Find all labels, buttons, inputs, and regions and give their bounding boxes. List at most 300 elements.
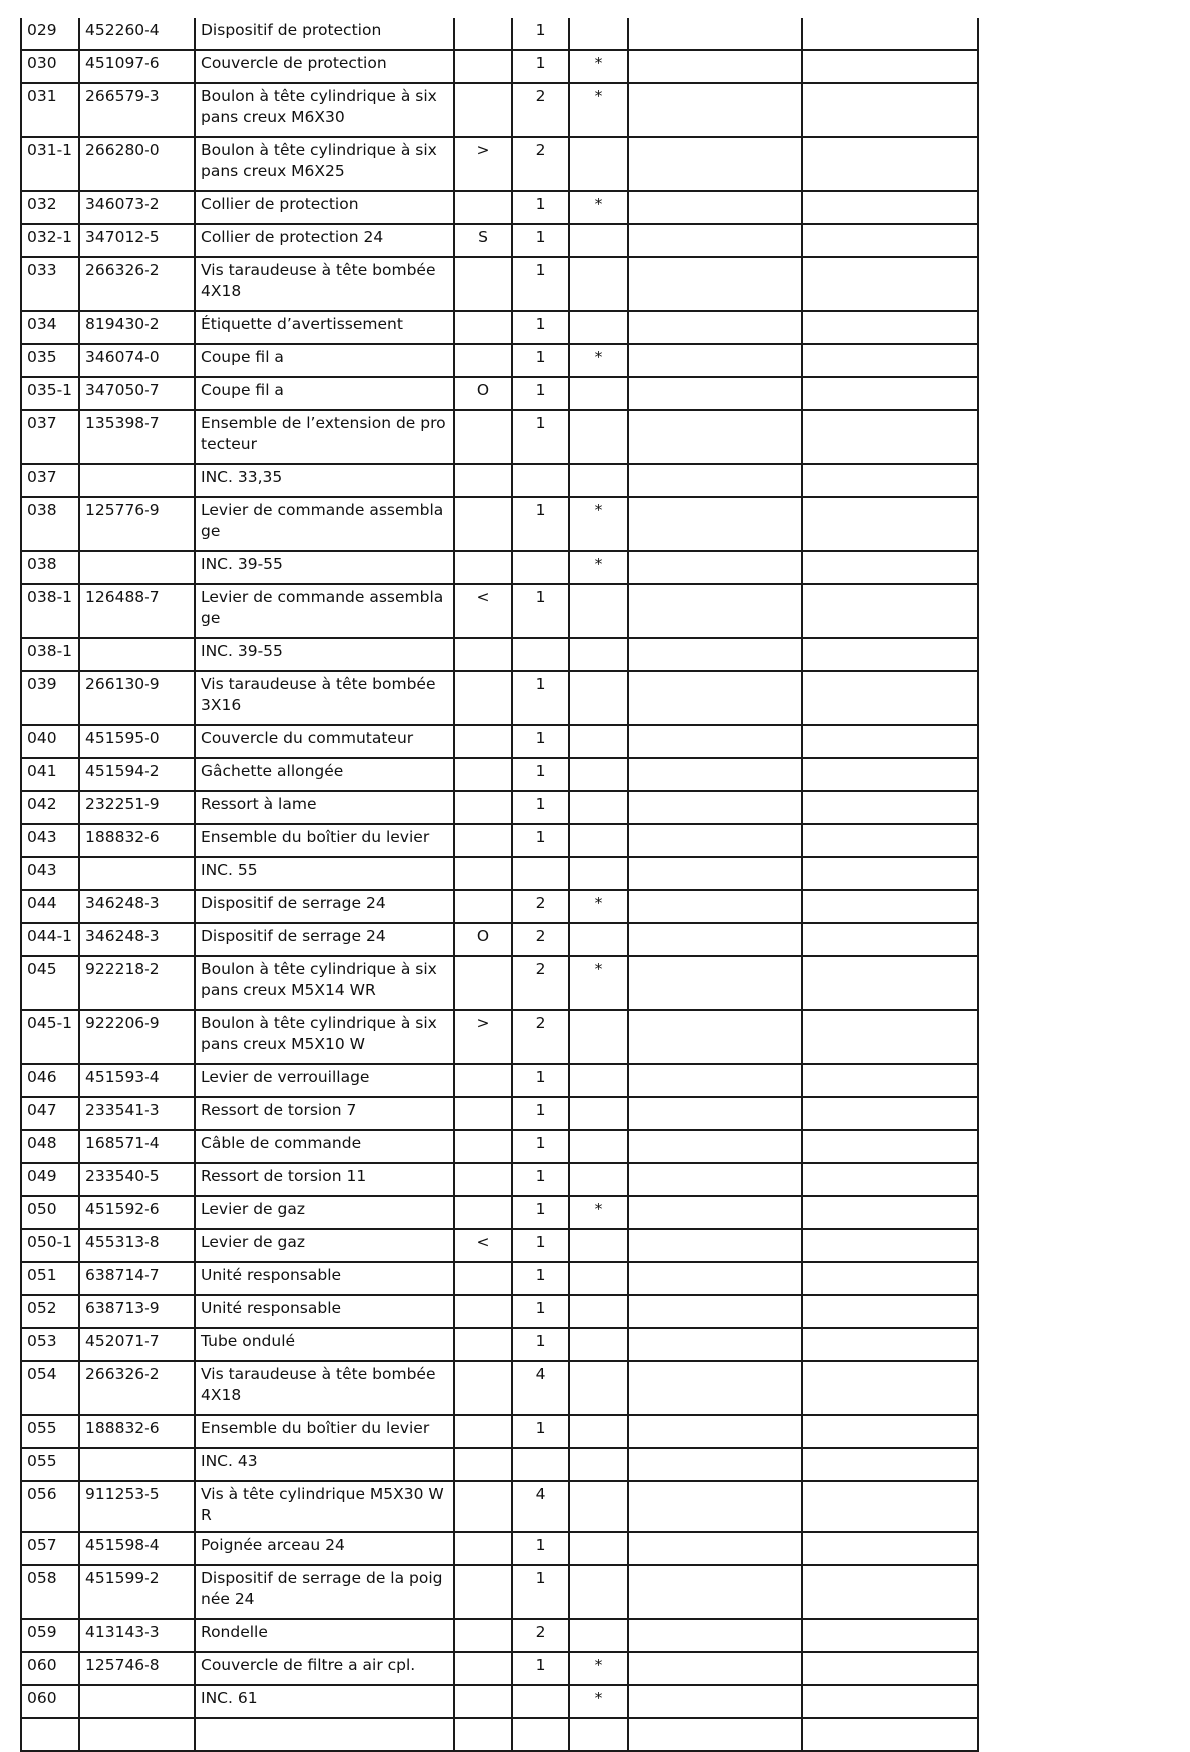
note-star-cell: [569, 1130, 628, 1163]
note-star-cell: [569, 1532, 628, 1565]
change-mark-cell: [454, 1448, 512, 1481]
item-number-cell: 032-1: [21, 224, 79, 257]
description-cell: Ressort de torsion 7: [195, 1097, 454, 1130]
quantity-cell: 1: [512, 1163, 569, 1196]
change-mark-cell: [454, 1619, 512, 1652]
change-mark-cell: [454, 824, 512, 857]
table-row: [21, 464, 978, 497]
part-number-cell: 266579-3: [79, 83, 195, 137]
quantity-cell: 1: [512, 497, 569, 551]
description-cell: Vis taraudeuse à tête bombée 4X18: [195, 257, 454, 311]
table-row: [21, 1097, 978, 1130]
note-star-cell: [569, 410, 628, 464]
change-mark-cell: [454, 257, 512, 311]
item-number-cell: 060: [21, 1652, 79, 1685]
description-cell: Ressort à lame: [195, 791, 454, 824]
table-row: [21, 497, 978, 551]
description-cell: Vis taraudeuse à tête bombée 4X18: [195, 1361, 454, 1415]
part-number-cell: 451599-2: [79, 1565, 195, 1619]
note-star-cell: [569, 464, 628, 497]
blank-cell-1: [628, 1481, 802, 1532]
blank-cell-2: [802, 923, 978, 956]
quantity-cell: 1: [512, 1262, 569, 1295]
blank-cell-1: [628, 1619, 802, 1652]
note-star-cell: [569, 584, 628, 638]
item-number-cell: 046: [21, 1064, 79, 1097]
item-number-cell: 029: [21, 18, 79, 50]
change-mark-cell: [454, 1685, 512, 1718]
quantity-cell: 1: [512, 584, 569, 638]
blank-cell-1: [628, 83, 802, 137]
table-row: [21, 410, 978, 464]
part-number-cell: 451594-2: [79, 758, 195, 791]
table-row: [21, 551, 978, 584]
change-mark-cell: >: [454, 137, 512, 191]
description-cell: Ensemble du boîtier du levier: [195, 824, 454, 857]
part-number-cell: 135398-7: [79, 410, 195, 464]
table-row: [21, 1685, 978, 1718]
blank-cell-1: [628, 1064, 802, 1097]
quantity-cell: 2: [512, 1010, 569, 1064]
blank-cell-2: [802, 551, 978, 584]
part-number-cell: 125776-9: [79, 497, 195, 551]
blank-cell-2: [802, 344, 978, 377]
table-row: [21, 191, 978, 224]
change-mark-cell: [454, 1130, 512, 1163]
change-mark-cell: [454, 791, 512, 824]
note-star-cell: [569, 725, 628, 758]
item-number-cell: 045-1: [21, 1010, 79, 1064]
change-mark-cell: [454, 18, 512, 50]
part-number-cell: 346248-3: [79, 923, 195, 956]
table-row: [21, 18, 978, 50]
note-star-cell: [569, 638, 628, 671]
description-cell: Levier de commande assemblage: [195, 497, 454, 551]
quantity-cell: 4: [512, 1361, 569, 1415]
description-cell: Unité responsable: [195, 1262, 454, 1295]
part-number-cell: 233540-5: [79, 1163, 195, 1196]
part-number-cell: 266280-0: [79, 137, 195, 191]
table-row: [21, 83, 978, 137]
table-row: [21, 1010, 978, 1064]
part-number-cell: 451592-6: [79, 1196, 195, 1229]
note-star-cell: [569, 671, 628, 725]
item-number-cell: 045: [21, 956, 79, 1010]
description-cell: [195, 1718, 454, 1751]
note-star-cell: *: [569, 1652, 628, 1685]
note-star-cell: [569, 1481, 628, 1532]
blank-cell-1: [628, 137, 802, 191]
quantity-cell: 1: [512, 50, 569, 83]
table-row: [21, 137, 978, 191]
quantity-cell: 1: [512, 224, 569, 257]
description-cell: Ressort de torsion 11: [195, 1163, 454, 1196]
change-mark-cell: S: [454, 224, 512, 257]
table-row: [21, 758, 978, 791]
parts-list-page: [20, 18, 979, 1752]
blank-cell-2: [802, 791, 978, 824]
item-number-cell: 035-1: [21, 377, 79, 410]
quantity-cell: [512, 464, 569, 497]
table-row: [21, 725, 978, 758]
blank-cell-2: [802, 497, 978, 551]
item-number-cell: 032: [21, 191, 79, 224]
note-star-cell: [569, 1163, 628, 1196]
blank-cell-1: [628, 377, 802, 410]
quantity-cell: 1: [512, 191, 569, 224]
description-cell: Levier de gaz: [195, 1196, 454, 1229]
quantity-cell: [512, 857, 569, 890]
note-star-cell: [569, 1619, 628, 1652]
parts-table: [20, 18, 979, 1752]
description-cell: INC. 61: [195, 1685, 454, 1718]
quantity-cell: 1: [512, 410, 569, 464]
table-row: [21, 1481, 978, 1532]
item-number-cell: 056: [21, 1481, 79, 1532]
item-number-cell: 031: [21, 83, 79, 137]
change-mark-cell: [454, 857, 512, 890]
part-number-cell: 451097-6: [79, 50, 195, 83]
description-cell: INC. 33,35: [195, 464, 454, 497]
change-mark-cell: [454, 464, 512, 497]
item-number-cell: [21, 1718, 79, 1751]
blank-cell-2: [802, 1229, 978, 1262]
item-number-cell: 052: [21, 1295, 79, 1328]
quantity-cell: 1: [512, 1328, 569, 1361]
item-number-cell: 049: [21, 1163, 79, 1196]
description-cell: Vis à tête cylindrique M5X30 WR: [195, 1481, 454, 1532]
table-row: [21, 671, 978, 725]
change-mark-cell: [454, 497, 512, 551]
quantity-cell: 2: [512, 923, 569, 956]
note-star-cell: [569, 824, 628, 857]
part-number-cell: [79, 464, 195, 497]
change-mark-cell: [454, 83, 512, 137]
table-row: [21, 1448, 978, 1481]
part-number-cell: 451595-0: [79, 725, 195, 758]
description-cell: Couvercle du commutateur: [195, 725, 454, 758]
table-row: [21, 857, 978, 890]
item-number-cell: 053: [21, 1328, 79, 1361]
blank-cell-1: [628, 1718, 802, 1751]
change-mark-cell: >: [454, 1010, 512, 1064]
item-number-cell: 034: [21, 311, 79, 344]
item-number-cell: 038: [21, 551, 79, 584]
change-mark-cell: [454, 1328, 512, 1361]
blank-cell-1: [628, 1565, 802, 1619]
item-number-cell: 038-1: [21, 638, 79, 671]
part-number-cell: [79, 857, 195, 890]
note-star-cell: *: [569, 497, 628, 551]
quantity-cell: 2: [512, 137, 569, 191]
part-number-cell: [79, 1685, 195, 1718]
item-number-cell: 033: [21, 257, 79, 311]
description-cell: Levier de commande assemblage: [195, 584, 454, 638]
blank-cell-1: [628, 344, 802, 377]
blank-cell-2: [802, 18, 978, 50]
quantity-cell: 1: [512, 1097, 569, 1130]
description-cell: Dispositif de protection: [195, 18, 454, 50]
part-number-cell: 346074-0: [79, 344, 195, 377]
note-star-cell: [569, 1361, 628, 1415]
table-row: [21, 1262, 978, 1295]
blank-cell-2: [802, 584, 978, 638]
change-mark-cell: [454, 1718, 512, 1751]
change-mark-cell: O: [454, 923, 512, 956]
description-cell: Étiquette d’avertissement: [195, 311, 454, 344]
blank-cell-1: [628, 1196, 802, 1229]
note-star-cell: [569, 1229, 628, 1262]
part-number-cell: 452260-4: [79, 18, 195, 50]
quantity-cell: [512, 638, 569, 671]
table-row: [21, 50, 978, 83]
blank-cell-1: [628, 857, 802, 890]
quantity-cell: [512, 1448, 569, 1481]
description-cell: Levier de gaz: [195, 1229, 454, 1262]
description-cell: Unité responsable: [195, 1295, 454, 1328]
change-mark-cell: [454, 725, 512, 758]
part-number-cell: 346248-3: [79, 890, 195, 923]
blank-cell-1: [628, 824, 802, 857]
blank-cell-1: [628, 311, 802, 344]
description-cell: Dispositif de serrage de la poignée 24: [195, 1565, 454, 1619]
description-cell: Tube ondulé: [195, 1328, 454, 1361]
blank-cell-2: [802, 1415, 978, 1448]
item-number-cell: 035: [21, 344, 79, 377]
quantity-cell: 1: [512, 1130, 569, 1163]
note-star-cell: *: [569, 50, 628, 83]
item-number-cell: 044-1: [21, 923, 79, 956]
change-mark-cell: [454, 671, 512, 725]
item-number-cell: 038-1: [21, 584, 79, 638]
change-mark-cell: [454, 1481, 512, 1532]
item-number-cell: 040: [21, 725, 79, 758]
quantity-cell: [512, 1718, 569, 1751]
part-number-cell: 819430-2: [79, 311, 195, 344]
blank-cell-2: [802, 1262, 978, 1295]
table-row: [21, 311, 978, 344]
change-mark-cell: [454, 50, 512, 83]
note-star-cell: *: [569, 1196, 628, 1229]
blank-cell-1: [628, 923, 802, 956]
item-number-cell: 059: [21, 1619, 79, 1652]
description-cell: Gâchette allongée: [195, 758, 454, 791]
change-mark-cell: <: [454, 1229, 512, 1262]
change-mark-cell: [454, 1652, 512, 1685]
change-mark-cell: [454, 1565, 512, 1619]
part-number-cell: 266130-9: [79, 671, 195, 725]
change-mark-cell: [454, 191, 512, 224]
change-mark-cell: [454, 638, 512, 671]
note-star-cell: *: [569, 344, 628, 377]
blank-cell-1: [628, 584, 802, 638]
part-number-cell: 452071-7: [79, 1328, 195, 1361]
blank-cell-2: [802, 671, 978, 725]
item-number-cell: 050-1: [21, 1229, 79, 1262]
blank-cell-2: [802, 1163, 978, 1196]
change-mark-cell: [454, 956, 512, 1010]
blank-cell-1: [628, 956, 802, 1010]
part-number-cell: 266326-2: [79, 257, 195, 311]
blank-cell-1: [628, 1295, 802, 1328]
quantity-cell: 4: [512, 1481, 569, 1532]
item-number-cell: 038: [21, 497, 79, 551]
table-row: [21, 1619, 978, 1652]
change-mark-cell: O: [454, 377, 512, 410]
part-number-cell: 922206-9: [79, 1010, 195, 1064]
change-mark-cell: [454, 758, 512, 791]
table-row: [21, 1415, 978, 1448]
table-row: [21, 890, 978, 923]
change-mark-cell: <: [454, 584, 512, 638]
quantity-cell: 2: [512, 83, 569, 137]
blank-cell-2: [802, 464, 978, 497]
table-row: [21, 1130, 978, 1163]
blank-cell-2: [802, 1010, 978, 1064]
quantity-cell: 1: [512, 1415, 569, 1448]
table-row: [21, 584, 978, 638]
blank-cell-1: [628, 497, 802, 551]
change-mark-cell: [454, 1196, 512, 1229]
table-row: [21, 344, 978, 377]
description-cell: Dispositif de serrage 24: [195, 890, 454, 923]
table-row: [21, 1361, 978, 1415]
part-number-cell: 413143-3: [79, 1619, 195, 1652]
description-cell: Boulon à tête cylindrique à six pans creux M6X30: [195, 83, 454, 137]
change-mark-cell: [454, 890, 512, 923]
blank-cell-2: [802, 224, 978, 257]
table-row: [21, 923, 978, 956]
blank-cell-1: [628, 890, 802, 923]
table-row: [21, 1328, 978, 1361]
note-star-cell: *: [569, 83, 628, 137]
blank-cell-1: [628, 1652, 802, 1685]
description-cell: Levier de verrouillage: [195, 1064, 454, 1097]
note-star-cell: [569, 257, 628, 311]
description-cell: INC. 39-55: [195, 638, 454, 671]
item-number-cell: 048: [21, 1130, 79, 1163]
note-star-cell: [569, 791, 628, 824]
quantity-cell: [512, 551, 569, 584]
note-star-cell: [569, 1097, 628, 1130]
note-star-cell: *: [569, 956, 628, 1010]
blank-cell-1: [628, 50, 802, 83]
note-star-cell: [569, 224, 628, 257]
blank-cell-2: [802, 83, 978, 137]
item-number-cell: 051: [21, 1262, 79, 1295]
part-number-cell: 232251-9: [79, 791, 195, 824]
change-mark-cell: [454, 344, 512, 377]
item-number-cell: 037: [21, 410, 79, 464]
item-number-cell: 043: [21, 857, 79, 890]
quantity-cell: 1: [512, 1652, 569, 1685]
description-cell: Collier de protection 24: [195, 224, 454, 257]
quantity-cell: 1: [512, 1064, 569, 1097]
part-number-cell: 347050-7: [79, 377, 195, 410]
blank-cell-1: [628, 1328, 802, 1361]
note-star-cell: *: [569, 890, 628, 923]
item-number-cell: 037: [21, 464, 79, 497]
blank-cell-2: [802, 257, 978, 311]
note-star-cell: [569, 1328, 628, 1361]
table-row: [21, 1295, 978, 1328]
description-cell: Boulon à tête cylindrique à six pans creux M5X14 WR: [195, 956, 454, 1010]
part-number-cell: 455313-8: [79, 1229, 195, 1262]
change-mark-cell: [454, 1361, 512, 1415]
description-cell: INC. 39-55: [195, 551, 454, 584]
blank-cell-1: [628, 1229, 802, 1262]
description-cell: Ensemble du boîtier du levier: [195, 1415, 454, 1448]
quantity-cell: 1: [512, 1565, 569, 1619]
quantity-cell: 1: [512, 344, 569, 377]
blank-cell-2: [802, 758, 978, 791]
note-star-cell: [569, 1718, 628, 1751]
blank-cell-1: [628, 1685, 802, 1718]
note-star-cell: [569, 923, 628, 956]
note-star-cell: [569, 857, 628, 890]
note-star-cell: *: [569, 191, 628, 224]
change-mark-cell: [454, 1064, 512, 1097]
description-cell: Rondelle: [195, 1619, 454, 1652]
table-row: [21, 377, 978, 410]
change-mark-cell: [454, 311, 512, 344]
table-row: [21, 1718, 978, 1751]
blank-cell-2: [802, 1196, 978, 1229]
note-star-cell: [569, 1565, 628, 1619]
part-number-cell: 125746-8: [79, 1652, 195, 1685]
blank-cell-2: [802, 1361, 978, 1415]
part-number-cell: 266326-2: [79, 1361, 195, 1415]
blank-cell-1: [628, 758, 802, 791]
part-number-cell: [79, 638, 195, 671]
note-star-cell: [569, 377, 628, 410]
description-cell: Poignée arceau 24: [195, 1532, 454, 1565]
item-number-cell: 055: [21, 1448, 79, 1481]
item-number-cell: 054: [21, 1361, 79, 1415]
table-row: [21, 1163, 978, 1196]
change-mark-cell: [454, 1097, 512, 1130]
quantity-cell: 1: [512, 377, 569, 410]
item-number-cell: 058: [21, 1565, 79, 1619]
change-mark-cell: [454, 1532, 512, 1565]
blank-cell-1: [628, 1415, 802, 1448]
part-number-cell: 451598-4: [79, 1532, 195, 1565]
item-number-cell: 057: [21, 1532, 79, 1565]
part-number-cell: 168571-4: [79, 1130, 195, 1163]
blank-cell-2: [802, 1130, 978, 1163]
blank-cell-2: [802, 1481, 978, 1532]
note-star-cell: [569, 311, 628, 344]
blank-cell-1: [628, 1130, 802, 1163]
blank-cell-2: [802, 638, 978, 671]
note-star-cell: [569, 18, 628, 50]
blank-cell-1: [628, 224, 802, 257]
part-number-cell: 126488-7: [79, 584, 195, 638]
table-row: [21, 824, 978, 857]
note-star-cell: *: [569, 1685, 628, 1718]
quantity-cell: 1: [512, 791, 569, 824]
quantity-cell: 2: [512, 1619, 569, 1652]
quantity-cell: 1: [512, 1229, 569, 1262]
parts-table-body: [21, 18, 978, 1751]
blank-cell-2: [802, 890, 978, 923]
blank-cell-2: [802, 377, 978, 410]
blank-cell-2: [802, 1097, 978, 1130]
table-row: [21, 1565, 978, 1619]
part-number-cell: 911253-5: [79, 1481, 195, 1532]
description-cell: Coupe fil a: [195, 344, 454, 377]
note-star-cell: [569, 1262, 628, 1295]
